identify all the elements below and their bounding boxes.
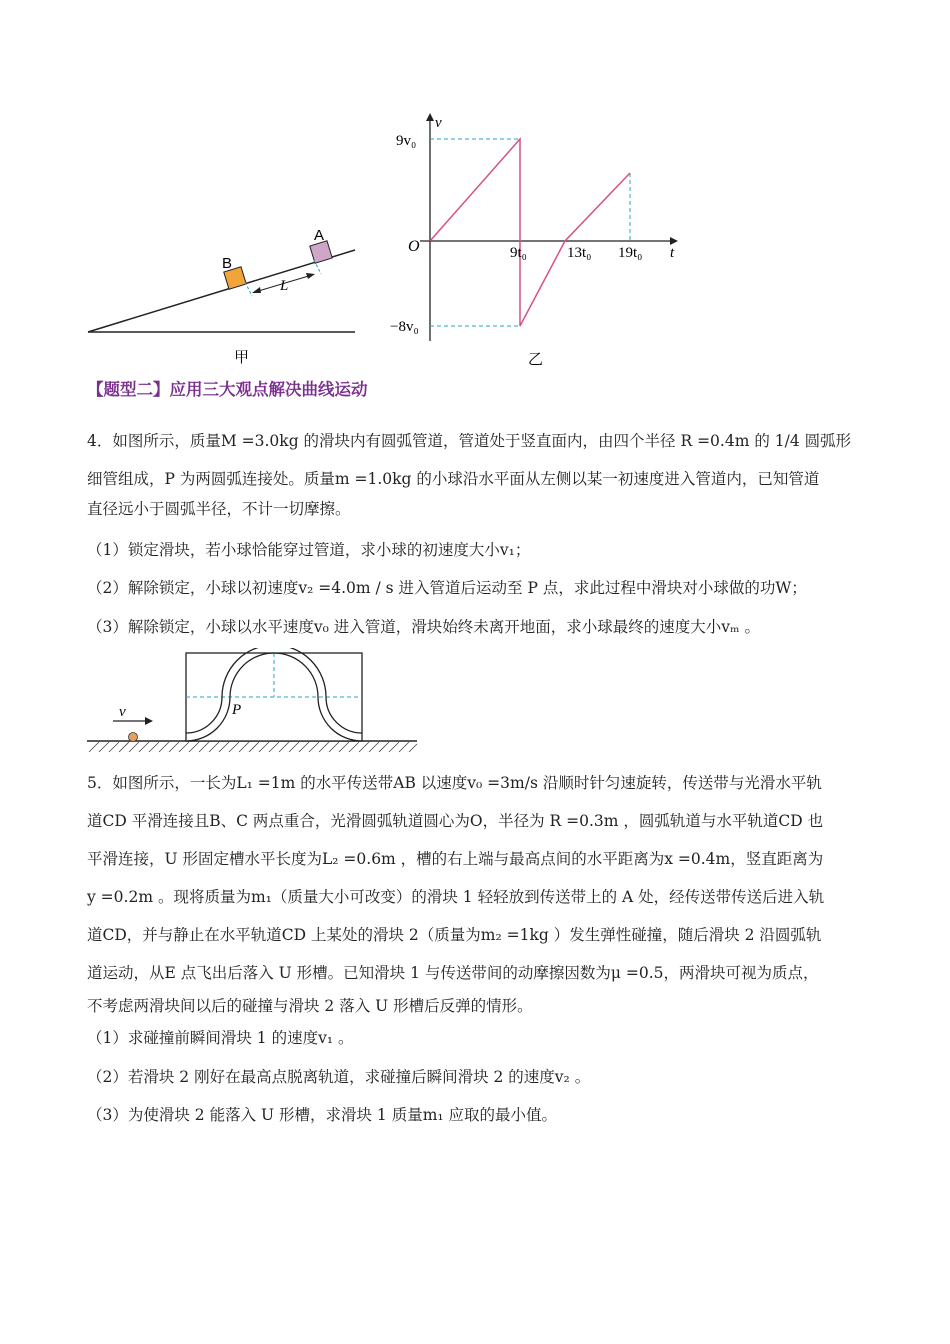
- problem4-line1: 4．如图所示，质量M =3.0kg 的滑块内有圆弧管道，管道处于竖直面内，由四个半径 R =0.4m 的 1/4 圆弧形: [87, 432, 852, 450]
- tick-9v0: 9v₀: [396, 133, 417, 149]
- label-b: B: [222, 255, 233, 272]
- problem5-line1: 5．如图所示，一长为L₁ =1m 的水平传送带AB 以速度v₀ =3m/s 沿顺时针匀速旋转，传送带与光滑水平轨: [87, 774, 822, 792]
- figure-jia: [80, 220, 370, 370]
- section-title: 【题型二】应用三大观点解决曲线运动: [87, 380, 368, 399]
- problem4-line2: 细管组成，P 为两圆弧连接处。质量m =1.0kg 的小球沿水平面从左侧以某一初速度进入管道内，已知管道: [87, 470, 820, 488]
- problem5-q1: （1）求碰撞前瞬间滑块 1 的速度v₁ 。: [87, 1029, 354, 1047]
- problem5-line4: y =0.2m 。现将质量为m₁（质量大小可改变）的滑块 1 轻轻放到传送带上的 A 处，经传送带传送后进入轨: [87, 888, 825, 906]
- problem5-line2: 道CD 平滑连接且B、C 两点重合，光滑圆弧轨道圆心为O，半径为 R =0.3m ，圆弧轨道与水平轨道CD 也: [87, 812, 824, 830]
- problem5-text: [87, 764, 862, 1020]
- problem4-text: [87, 422, 862, 520]
- problem5-line7: 不考虑两滑块间以后的碰撞与滑块 2 落入 U 形槽后反弹的情形。: [87, 997, 533, 1015]
- l-arrow-head-left: [252, 287, 261, 293]
- problem5-line5: 道CD，并与静止在水平轨道CD 上某处的滑块 2（质量为m₂ =1kg ）发生弹性碰撞，随后滑块 2 沿圆弧轨: [87, 926, 822, 944]
- problem5-line3: 平滑连接，U 形固定槽水平长度为L₂ =0.6m ，槽的右上端与最高点间的水平距离为x =0.4m，竖直距离为: [87, 850, 824, 868]
- block-a: [310, 241, 332, 263]
- problem5-q2: （2）若滑块 2 刚好在最高点脱离轨道，求碰撞后瞬间滑块 2 的速度v₂ 。: [87, 1068, 591, 1086]
- problem4-q1: （1）锁定滑块，若小球恰能穿过管道，求小球的初速度大小v₁；: [87, 541, 531, 559]
- label-v: v: [435, 115, 442, 131]
- label-t: t: [670, 245, 675, 261]
- tick-19t0: 19t₀: [618, 245, 643, 261]
- figure-pipe-slider: [85, 648, 425, 758]
- velocity-line: [430, 139, 630, 326]
- caption-jia: 甲: [234, 348, 250, 366]
- caption-yi: 乙: [528, 350, 544, 368]
- velocity-arrow-head: [145, 717, 153, 725]
- label-a: A: [314, 227, 325, 244]
- tick-minus-8v0: −8v₀: [390, 319, 419, 335]
- l-arrow-head-right: [306, 273, 315, 279]
- figure-yi: [390, 105, 690, 370]
- problem4-q2: （2）解除锁定，小球以初速度v₂ =4.0m / s 进入管道后运动至 P 点，求此过程中滑块对小球做的功W；: [87, 579, 807, 597]
- tick-9t0: 9t₀: [510, 245, 527, 261]
- label-p: P: [232, 702, 242, 718]
- problem5-q3: （3）为使滑块 2 能落入 U 形槽，求滑块 1 质量m₁ 应取的最小值。: [87, 1106, 558, 1124]
- small-ball: [129, 733, 138, 742]
- problem4-line3: 直径远小于圆弧半径，不计一切摩擦。: [87, 500, 351, 518]
- label-l: L: [280, 278, 289, 294]
- label-origin: O: [408, 238, 420, 255]
- tick-13t0: 13t₀: [567, 245, 592, 261]
- problem4-q3: （3）解除锁定，小球以水平速度v₀ 进入管道，滑块始终未离开地面，求小球最终的速度大小vₘ 。: [87, 618, 760, 636]
- ground-hatch: [89, 742, 417, 752]
- v-axis-arrow: [426, 113, 434, 121]
- problem5-line6: 道运动，从E 点飞出后落入 U 形槽。已知滑块 1 与传送带间的动摩擦因数为μ =0.5，两滑块可视为质点，: [87, 964, 819, 982]
- t-axis-arrow: [670, 237, 678, 245]
- label-v: v: [119, 704, 126, 720]
- b-dash: [245, 282, 252, 296]
